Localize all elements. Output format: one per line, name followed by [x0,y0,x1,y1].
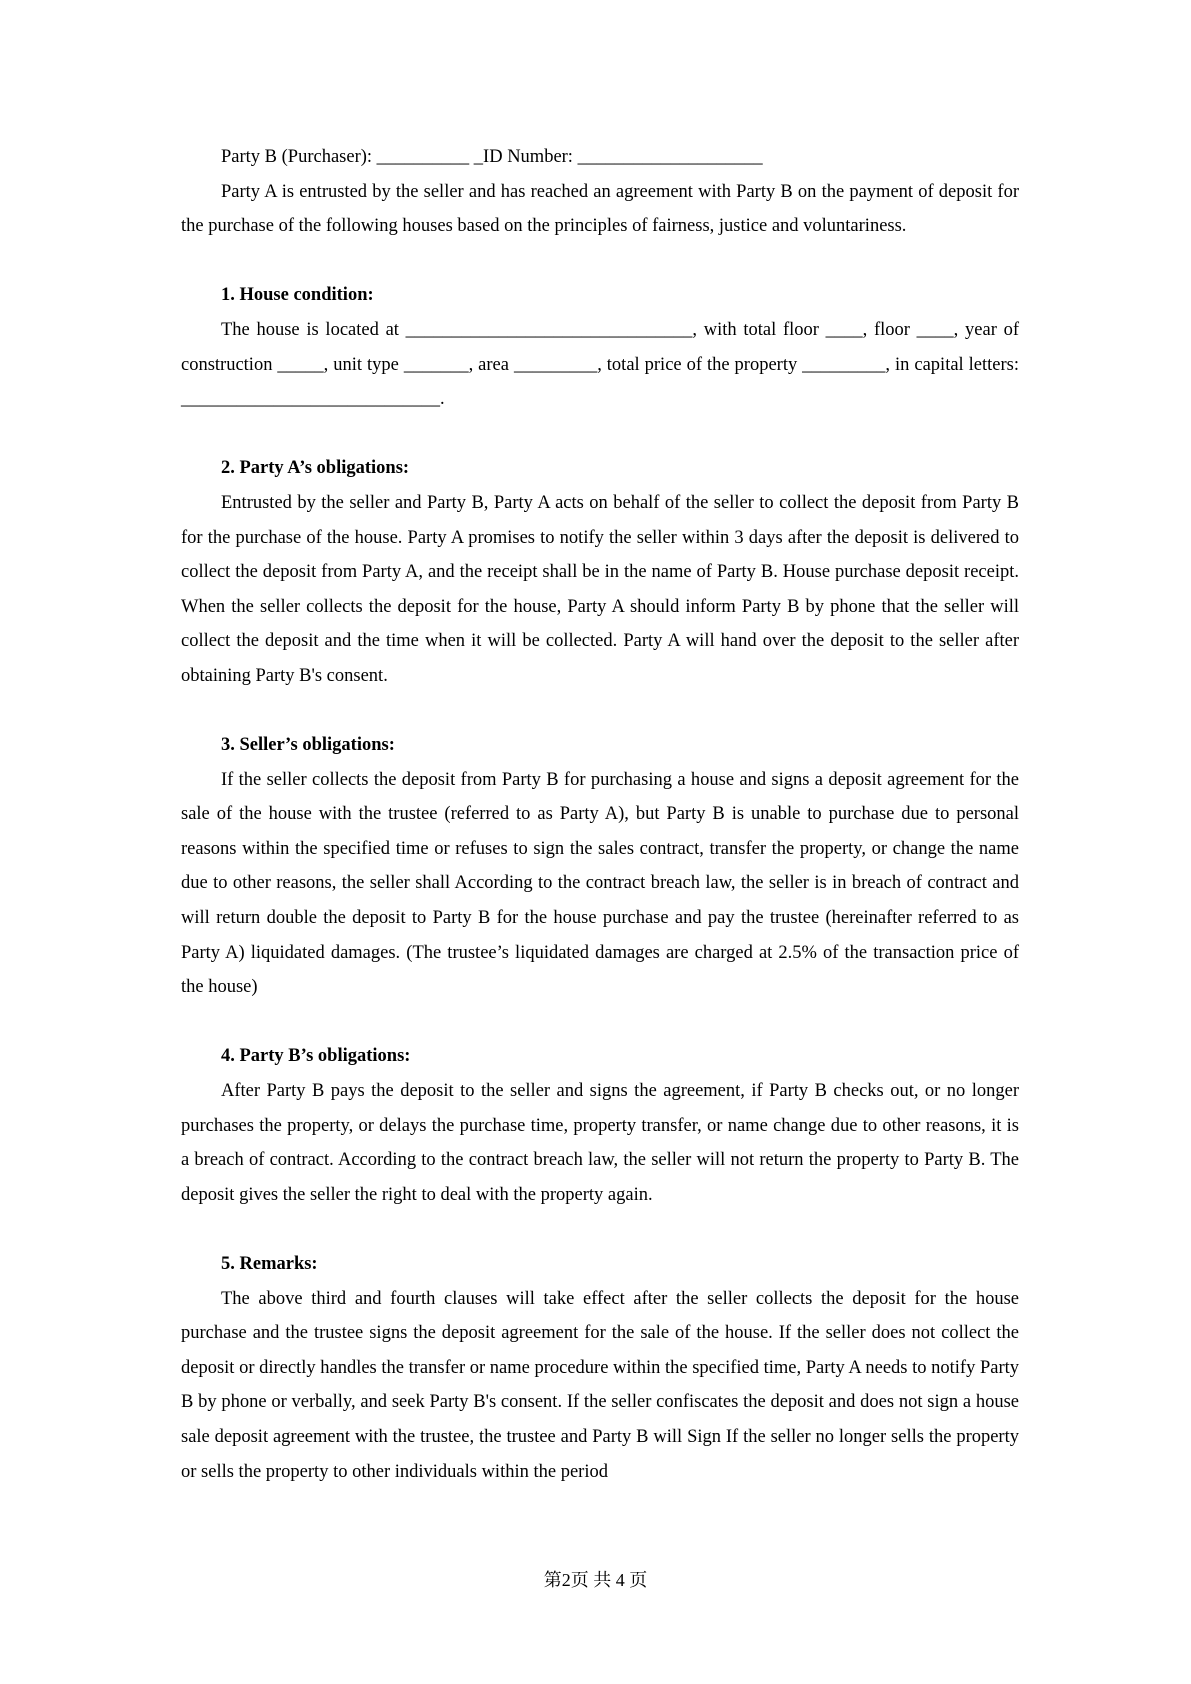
section-heading-party-b-obligations: 4. Party B’s obligations: [221,1046,411,1067]
section-heading-party-a-obligations: 2. Party A’s obligations: [221,458,410,479]
section-body-seller-obligations: If the seller collects the deposit from Party B for purchasing a house and signs a deposit agreement for the sale of the house with the trustee (referred to as Party A), but Party B is unable to purchase due to personal reasons within the specified time or refuses to sign the sales contract, transfer the property, or change the name due to other reasons, the seller shall According to the contract breach law, the seller is in breach of contract and will return double the deposit to Party B for the house purchase and pay the trustee (hereinafter referred to as Party A) liquidated damages. (The trustee’s liquidated damages are charged at 2.5% of the transaction price of the house) [181,769,1019,998]
section-body-remarks: The above third and fourth clauses will take effect after the seller collects the deposit for the house purchase and the trustee signs the deposit agreement for the sale of the house. If the seller does not collect the deposit or directly handles the transfer or name procedure within the specified time, Party A needs to notify Party B by phone or verbally, and seek Party B's consent. If the seller confiscates the deposit and does not sign a house sale deposit agreement with the trustee, the trustee and Party B will Sign If the seller no longer sells the property or sells the property to other individuals within the period [181,1288,1019,1482]
section-body-party-a-obligations: Entrusted by the seller and Party B, Party A acts on behalf of the seller to collect the deposit from Party B for the purchase of the house. Party A promises to notify the seller within 3 days after the deposit is delivered to collect the deposit from Party A, and the receipt shall be in the name of Party B. House purchase deposit receipt. When the seller collects the deposit for the house, Party A should inform Party B by phone that the seller will collect the deposit and the time when it will be collected. Party A will hand over the deposit to the seller after obtaining Party B's consent. [181,492,1019,686]
section-heading-seller-obligations: 3. Seller’s obligations: [221,735,395,756]
party-b-line: Party B (Purchaser): __________ _ID Number: ____________________ [221,147,763,167]
section-heading-remarks: 5. Remarks: [221,1254,318,1274]
page-number-footer: 第2页 共 4 页 [543,1570,648,1590]
section-heading-house-condition: 1. House condition: [221,285,374,306]
document-body [181,140,1019,1489]
section-body-house-condition: The house is located at _______________________________, with total floor ____, floor ____, year of construction _____, unit type _______, area _________, total price of the property _________, in capital letters: ____________________________. [181,319,1019,410]
section-body-party-b-obligations: After Party B pays the deposit to the seller and signs the agreement, if Party B checks out, or no longer purchases the property, or delays the purchase time, property transfer, or name change due to other reasons, it is a breach of contract. According to the contract breach law, the seller will not return the property to Party B. The deposit gives the seller the right to deal with the property again. [181,1081,1019,1205]
intro-paragraph: Party A is entrusted by the seller and has reached an agreement with Party B on the payment of deposit for the purchase of the following houses based on the principles of fairness, justice and voluntariness. [181,181,1019,237]
